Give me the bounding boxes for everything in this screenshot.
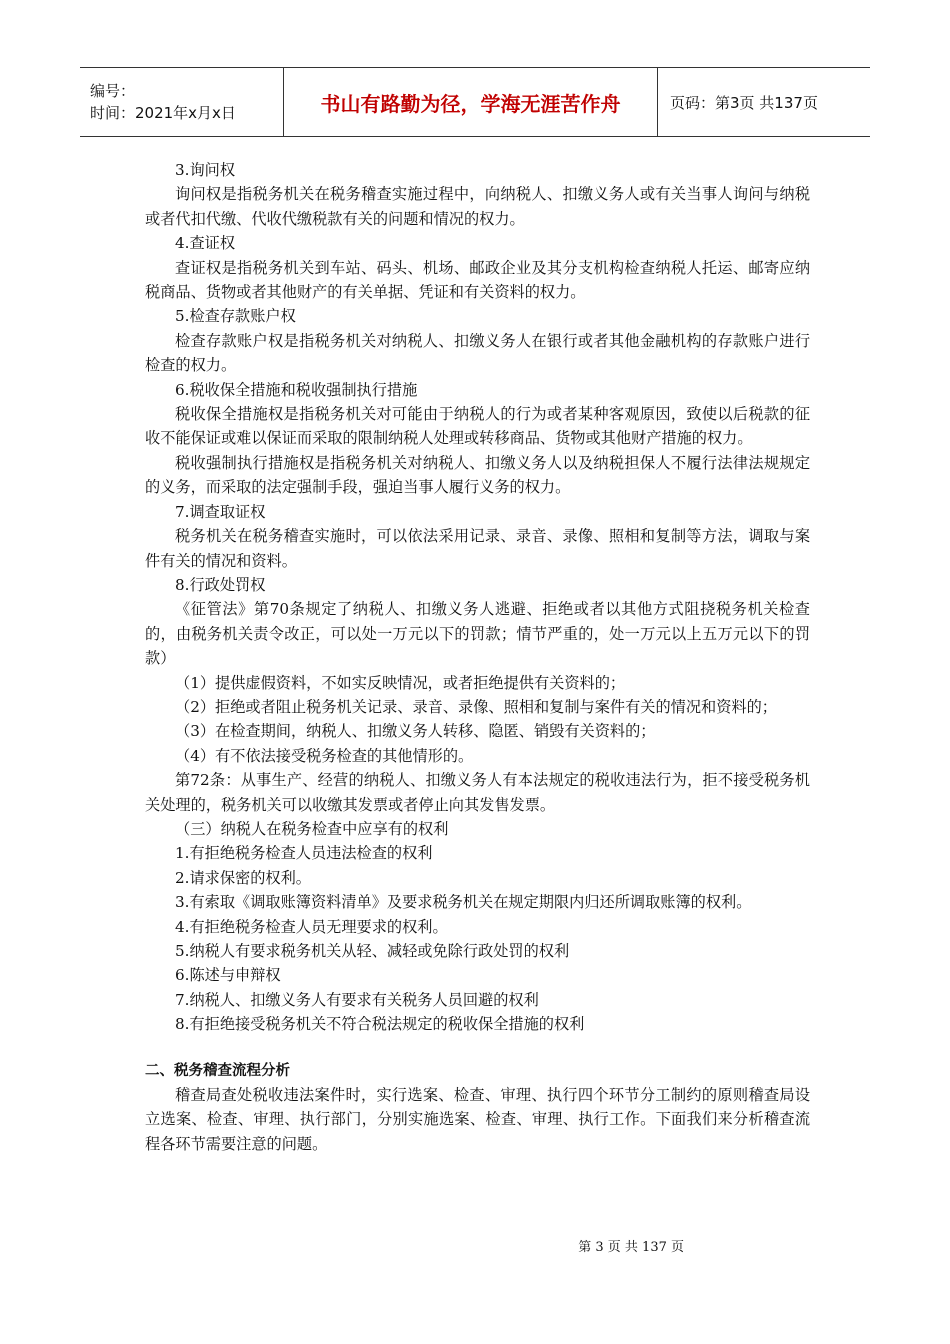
list-item: 8.有拒绝接受税务机关不符合税法规定的税收保全措施的权利: [175, 1015, 585, 1034]
section-spacer: [145, 1037, 810, 1059]
paragraph: 税收保全措施权是指税务机关对可能由于纳税人的行为或者某种客观原因，致使以后税款的征收不能保证或难以保证而采取的限制纳税人处理或转移商品、货物或其他财产措施的权力。: [145, 405, 810, 448]
subsection-heading: 5.检查存款账户权: [175, 307, 296, 326]
page-header: [80, 67, 870, 137]
paragraph: 查证权是指税务机关到车站、码头、机场、邮政企业及其分支机构检查纳税人托运、邮寄应纳税商品、货物或者其他财产的有关单据、凭证和有关资料的权力。: [145, 258, 810, 302]
subsection-heading: （三）纳税人在税务检查中应享有的权利: [175, 819, 449, 838]
paragraph: （4）有不依法接受税务检查的其他情形的。: [175, 746, 474, 765]
paragraph: 询问权是指税务机关在税务稽查实施过程中，向纳税人、扣缴义务人或有关当事人询问与纳税或者代扣代缴、代收代缴税款有关的问题和情况的权力。: [145, 185, 810, 228]
subsection-heading: 8.行政处罚权: [175, 575, 266, 594]
list-item: 6.陈述与申辩权: [175, 966, 281, 985]
paragraph: 《征管法》第70条规定了纳税人、扣缴义务人逃避、拒绝或者以其他方式阻挠税务机关检查的，由税务机关责令改正，可以处一万元以下的罚款；情节严重的，处一万元以上五万元以下的罚款）: [145, 600, 810, 668]
document-number: 编号：: [90, 82, 136, 100]
list-item: 1.有拒绝税务检查人员违法检查的权利: [175, 844, 433, 863]
list-item: 3.有索取《调取账簿资料清单》及要求税务机关在规定期限内归还所调取账簿的权利。: [175, 893, 752, 912]
document-body: [145, 158, 810, 1156]
list-item: 7.纳税人、扣缴义务人有要求有关税务人员回避的权利: [175, 990, 539, 1009]
paragraph: （1）提供虚假资料，不如实反映情况，或者拒绝提供有关资料的；: [175, 673, 626, 692]
paragraph: 税务机关在税务稽查实施时，可以依法采用记录、录音、录像、照相和复制等方法，调取与案件有关的情况和资料。: [145, 527, 810, 570]
header-meta: [80, 68, 284, 136]
paragraph: （2）拒绝或者阻止税务机关记录、录音、录像、照相和复制与案件有关的情况和资料的；: [175, 697, 777, 716]
page-footer: [0, 1236, 950, 1255]
motto-text: 书山有路勤为径，学海无涯苦作舟: [320, 91, 621, 116]
document-date: 时间：2021年x月x日: [90, 104, 236, 122]
footer-page-number: 第 3 页 共 137 页: [578, 1240, 684, 1255]
paragraph: 检查存款账户权是指税务机关对纳税人、扣缴义务人在银行或者其他金融机构的存款账户进行检查的权力。: [145, 331, 810, 375]
paragraph: 第72条：从事生产、经营的纳税人、扣缴义务人有本法规定的税收违法行为，拒不接受税务机关处理的，税务机关可以收缴其发票或者停止向其发售发票。: [145, 771, 810, 814]
page-info-text: 页码：第3页 共137页: [670, 93, 818, 112]
header-motto: [284, 68, 658, 136]
header-page-info: [658, 68, 870, 136]
subsection-heading: 4.查证权: [175, 234, 236, 253]
list-item: 5.纳税人有要求税务机关从轻、减轻或免除行政处罚的权利: [175, 942, 570, 960]
paragraph: 稽查局查处税收违法案件时，实行选案、检查、审理、执行四个环节分工制约的原则稽查局设立选案、检查、审理、执行部门，分别实施选案、检查、审理、执行工作。下面我们来分析稽查流程各环节需要注意的问题。: [145, 1086, 810, 1153]
subsection-heading: 6.税收保全措施和税收强制执行措施: [175, 380, 418, 399]
subsection-heading: 3.询问权: [175, 161, 236, 179]
paragraph: 税收强制执行措施权是指税务机关对纳税人、扣缴义务人以及纳税担保人不履行法律法规规定的义务，而采取的法定强制手段，强迫当事人履行义务的权力。: [145, 453, 810, 497]
list-item: 4.有拒绝税务检查人员无理要求的权利。: [175, 917, 448, 936]
section-heading: 二、税务稽查流程分析: [145, 1062, 290, 1079]
list-item: 2.请求保密的权利。: [175, 868, 311, 887]
subsection-heading: 7.调查取证权: [175, 502, 266, 521]
paragraph: （3）在检查期间，纳税人、扣缴义务人转移、隐匿、销毁有关资料的；: [175, 722, 656, 741]
